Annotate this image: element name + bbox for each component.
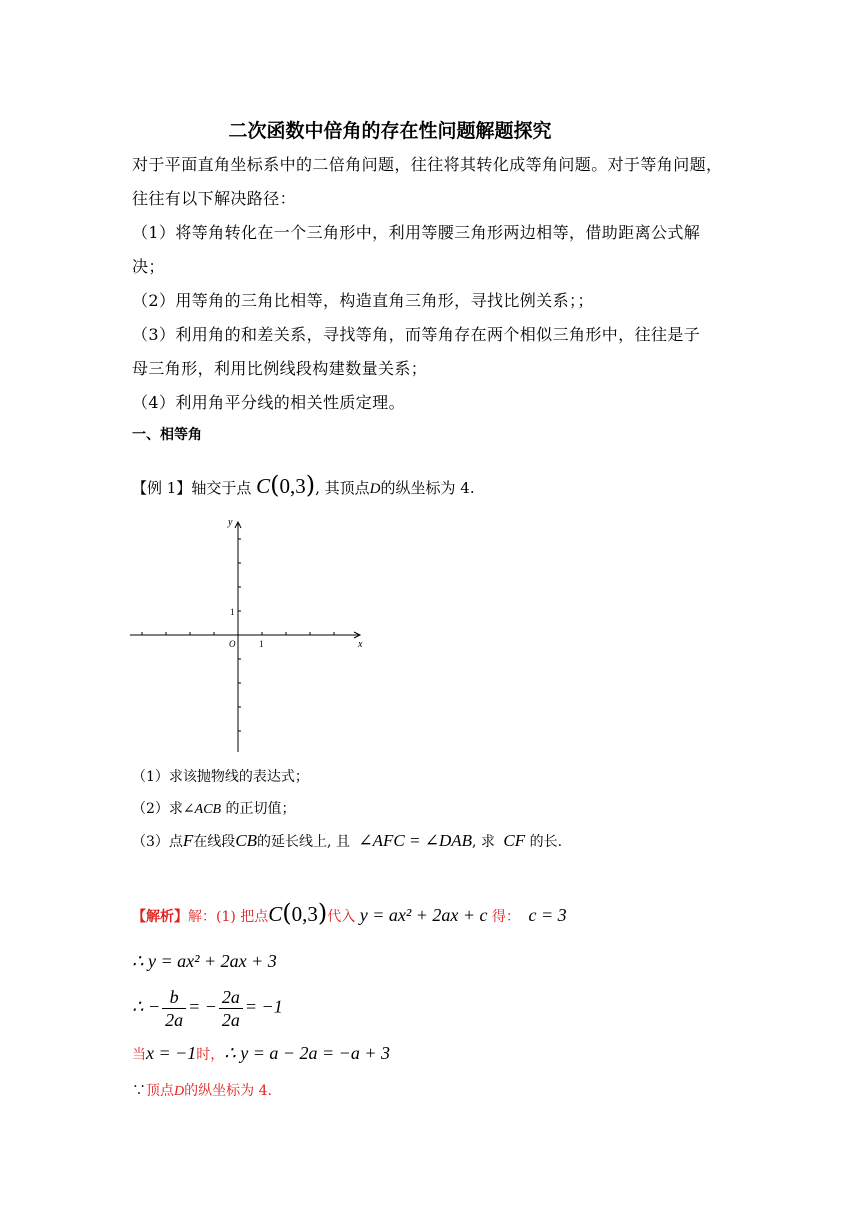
fraction-2a-over-2a: $\frac{2a}{2a}$ [219,986,243,1031]
because-symbol: ∵ [132,1083,146,1099]
intro-line-1: 对于平面直角坐标系中的二倍角问题，往往将其转化成等角问题。对于等角问题， [132,155,723,174]
example-text-c: 的纵坐标为 4. [380,479,475,497]
example-1: 【例 1】轴交于点 C(0,3), 其顶点D的纵坐标为 4. [132,471,475,499]
intro-item-4: （4）利用角平分线的相关性质定理。 [132,393,405,412]
question-2 [132,798,296,821]
solution-point-d: D [174,1084,185,1099]
y-tick-label: 1 [230,607,235,617]
solution-text-a: 解：(1) 把点 [188,909,269,925]
x-axis-label: x [358,639,363,650]
intro-item-2: （2）用等角的三角比相等，构造直角三角形，寻找比例关系；； [132,291,594,310]
axis-result: = −1 [244,996,283,1017]
segment-cb: CB [235,831,258,850]
intro-item-1-line-2: 决； [132,257,165,276]
fraction-b-over-2a: $\frac{b}{2a}$ [162,986,186,1031]
solution-text-b: 代入 [327,909,356,925]
section-heading: 一、相等角 [132,427,202,443]
solution-line-4 [132,1042,390,1066]
axis-mid: = − [188,996,217,1017]
solution-vertex: 顶点 [146,1083,174,1099]
solution-line-1: 【解析】解：(1) 把点C(0,3)代入 y = ax² + 2ax + c 得： c = 3 [132,899,567,927]
question-3-d: , 求 [472,834,495,850]
solution-label: 【解析】 [132,909,188,925]
solution-point-c: C [268,902,283,926]
solution-line-3 [132,986,283,1031]
question-3-a: （3）点 [132,834,183,850]
x-tick-label: 1 [259,639,264,649]
question-2-suffix: 的正切值； [221,801,296,817]
segment-cf: CF [503,831,526,850]
y-expression: ∴ y = a − 2a = −a + 3 [224,1043,390,1063]
example-text-a: 轴交于点 [191,479,252,497]
intro-item-1-line-1: （1）将等角转化在一个三角形中，利用等腰三角形两边相等，借助距离公式解 [132,223,701,242]
angle-acb: ∠ACB [182,802,222,817]
question-3-b: 在线段 [193,834,236,850]
intro-line-2: 往往有以下解决路径： [132,189,297,208]
example-text-b: , 其顶点 [315,479,370,497]
solution-text-c: 得： [492,909,520,925]
question-3-e: 的长. [525,834,563,850]
solution-then: 时， [196,1047,225,1063]
point-c: C [256,474,271,498]
point-c-coords: 0,3 [279,474,306,498]
example-label: 【例 1】 [132,479,192,497]
question-3-c: 的延长线上, 且 [257,834,350,850]
origin-label: O [229,639,236,649]
coordinate-graph [120,510,380,760]
question-2-prefix: （2）求 [132,801,183,817]
y-axis-label: y [228,517,233,528]
solution-point-c-coords: 0,3 [291,902,318,926]
point-d: D [369,481,381,497]
angle-equation: ∠AFC = ∠DAB [358,831,473,850]
axis-prefix: ∴ − [132,996,161,1017]
question-1: （1）求该抛物线的表达式； [132,769,309,785]
intro-item-3-line-2: 母三角形，利用比例线段构建数量关系； [132,359,428,378]
solution-when: 当 [132,1047,146,1063]
solution-vertex-text: 的纵坐标为 4. [184,1083,272,1099]
x-value: x = −1 [146,1043,197,1063]
solution-line-2: ∴ y = ax² + 2ax + 3 [132,951,277,971]
point-f: F [182,831,194,850]
parabola-equation: y = ax² + 2ax + c [359,905,488,925]
question-3 [132,830,562,853]
intro-item-3-line-1: （3）利用角的和差关系，寻找等角，而等角存在两个相似三角形中，往往是子 [132,325,701,344]
solution-line-5 [132,1080,272,1103]
c-value: c = 3 [528,905,567,925]
document-title: 二次函数中倍角的存在性问题解题探究 [228,120,552,142]
